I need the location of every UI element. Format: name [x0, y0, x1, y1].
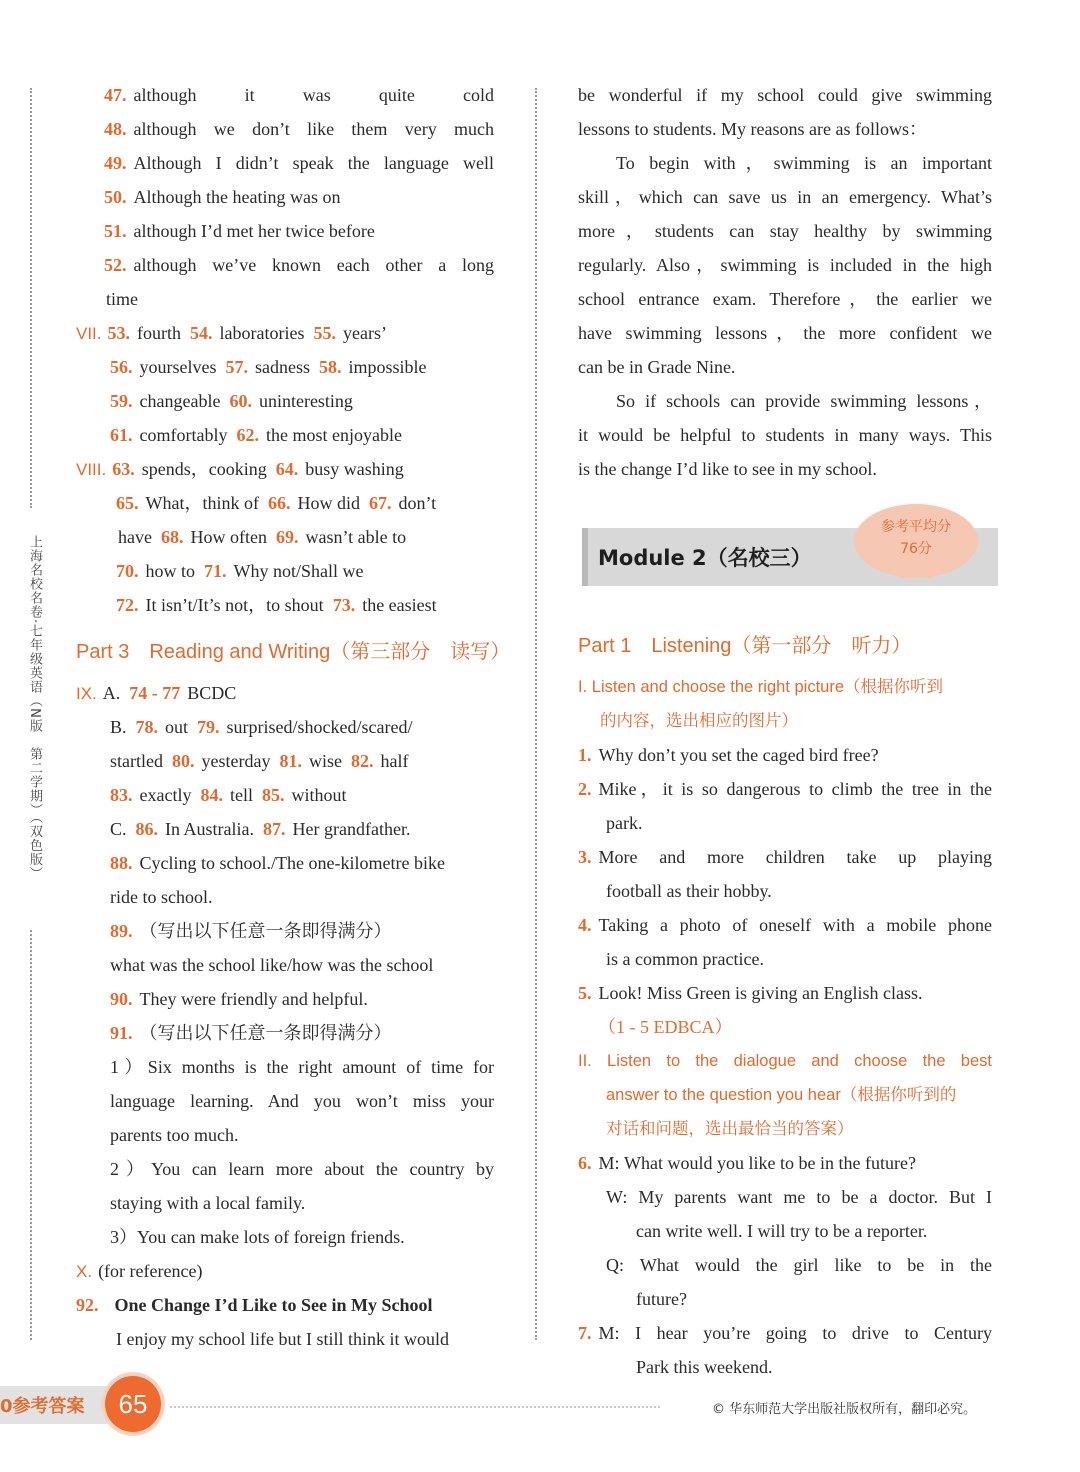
footer-section-label: 0参考答案	[0, 1396, 85, 1417]
answer-line: have 68. How often 69. wasn’t able to	[118, 527, 407, 547]
essay-line: it would be helpful to students in many ways. This	[578, 425, 992, 445]
answer-line: 1）Six months is the right amount of time for	[110, 1057, 494, 1077]
essay-line: regularly. Also，swimming is included in the high	[578, 255, 992, 275]
section-i-heading: I. Listen and choose the right picture（根据你听到	[578, 678, 944, 696]
listening-line: park.	[606, 813, 643, 833]
dialogue-line: Q: What would the girl like to be in the	[606, 1255, 992, 1275]
essay-line: school entrance exam. Therefore，the earlier we	[578, 289, 992, 309]
answer-line: 91. （写出以下任意一条即得满分）	[110, 1023, 392, 1043]
answer-line-ix: IX. A. 74 - 77 BCDC	[76, 683, 237, 703]
answer-line: 47. although it was quite cold	[104, 85, 494, 105]
essay-line: is the change I’d like to see in my school.	[578, 459, 877, 479]
answer-line: 90. They were friendly and helpful.	[110, 989, 368, 1009]
left-column	[76, 78, 511, 1356]
module-banner	[578, 504, 992, 616]
essay-line: lessons to students. My reasons are as follows：	[578, 119, 927, 139]
section-i-heading-cont: 的内容，选出相应的图片）	[600, 712, 798, 730]
essay-line: more，students can stay healthy by swimming	[578, 221, 992, 241]
answer-line: 3）You can make lots of foreign friends.	[110, 1227, 405, 1247]
average-score-value: 76分	[900, 541, 932, 557]
listening-line: 2. Mike，it is so dangerous to climb the tree in the	[578, 779, 992, 799]
answer-line: 50. Although the heating was on	[104, 187, 341, 207]
dialogue-line: 7. M: I hear you’re going to drive to Century	[578, 1323, 993, 1343]
column-divider	[535, 88, 537, 1340]
essay-title-line: 92. One Change I’d Like to See in My School	[76, 1295, 433, 1315]
answer-line: 52. although we’ve known each other a long	[104, 255, 494, 275]
listening-line: 3. More and more children take up playing	[578, 847, 992, 867]
dialogue-line: can write well. I will try to be a reporter.	[636, 1221, 928, 1241]
answer-line: 51. although I’d met her twice before	[104, 221, 375, 241]
essay-line: I enjoy my school life but I still think it would	[116, 1329, 449, 1349]
essay-line: can be in Grade Nine.	[578, 357, 736, 377]
answer-key-1-5: （1 - 5 EDBCA）	[598, 1017, 733, 1037]
answer-line: 61. comfortably 62. the most enjoyable	[110, 425, 402, 445]
dialogue-line: Park this weekend.	[636, 1357, 773, 1377]
part3-heading: Part 3 Reading and Writing（第三部分 读写）	[76, 641, 511, 663]
listening-line: 4. Taking a photo of oneself with a mobile phone	[578, 915, 992, 935]
part1-heading: Part 1 Listening（第一部分 听力）	[578, 635, 912, 657]
right-column	[578, 78, 992, 1384]
essay-line: So if schools can provide swimming lessons，	[616, 391, 992, 411]
essay-line: To begin with，swimming is an important	[616, 153, 992, 173]
average-score-label: 参考平均分	[881, 519, 951, 535]
page-number: 65	[105, 1376, 161, 1432]
answer-line: startled 80. yesterday 81. wise 82. half	[110, 751, 409, 771]
answer-line: C. 86. In Australia. 87. Her grandfather.	[110, 819, 411, 839]
average-score-bubble	[854, 504, 978, 578]
answer-line: parents too much.	[110, 1125, 239, 1145]
answer-line: 70. how to 71. Why not/Shall we	[116, 561, 364, 581]
essay-line: skill，which can save us in an emergency. What’s	[578, 187, 992, 207]
answer-line-viii: VIII. 63. spends，cooking 64. busy washing	[76, 459, 404, 479]
copyright-notice: © 华东师范大学出版社版权所有，翻印必究。	[712, 1402, 977, 1417]
answer-line: 83. exactly 84. tell 85. without	[110, 785, 347, 805]
answer-line: 48. although we don’t like them very much	[104, 119, 494, 139]
dialogue-line: future?	[636, 1289, 687, 1309]
side-book-title: 上海名校名卷·七年级英语（N版 第二学期）（双色版）	[27, 535, 42, 881]
answer-line: 65. What，think of 66. How did 67. don’t	[116, 493, 437, 513]
answer-line: 89. （写出以下任意一条即得满分）	[110, 921, 392, 941]
answer-line: what was the school like/how was the school	[110, 955, 434, 975]
section-ii-heading-cont: 对话和问题，选出最恰当的答案）	[606, 1120, 854, 1138]
section-ii-heading: II. Listen to the dialogue and choose the best	[578, 1052, 992, 1070]
footer-dotted-line	[170, 1406, 660, 1408]
left-margin-dots-top	[30, 88, 32, 508]
answer-line: 59. changeable 60. uninteresting	[110, 391, 353, 411]
answer-line: 49. Although I didn’t speak the language well	[104, 153, 494, 173]
answer-line: 2）You can learn more about the country by	[110, 1159, 494, 1179]
answer-line: 88. Cycling to school./The one-kilometre bike	[110, 853, 445, 873]
listening-line: football as their hobby.	[606, 881, 772, 901]
module-title: Module 2（名校三）	[598, 546, 812, 570]
essay-title: One Change I’d Like to See in My School	[114, 1295, 433, 1315]
essay-line: be wonderful if my school could give swimming	[578, 85, 992, 105]
listening-line: 1. Why don’t you set the caged bird free?	[578, 745, 879, 765]
answer-line: 56. yourselves 57. sadness 58. impossible	[110, 357, 427, 377]
answer-line: language learning. And you won’t miss your	[110, 1091, 494, 1111]
answer-line: 72. It isn’t/It’s not，to shout 73. the easiest	[116, 595, 437, 615]
answer-line: staying with a local family.	[110, 1193, 306, 1213]
dialogue-line: W: My parents want me to be a doctor. But I	[606, 1187, 993, 1207]
essay-line: have swimming lessons，the more confident we	[578, 323, 992, 343]
answer-line-x: X. (for reference)	[76, 1261, 203, 1281]
answer-line-vii: VII. 53. fourth 54. laboratories 55. years’	[76, 323, 387, 343]
answer-line: ride to school.	[110, 887, 213, 907]
answer-line: time	[106, 289, 138, 309]
section-ii-heading-cont: answer to the question you hear（根据你听到的	[606, 1086, 957, 1104]
left-margin-dots-bottom	[30, 930, 32, 1340]
dialogue-line: 6. M: What would you like to be in the future?	[578, 1153, 916, 1173]
listening-line: is a common practice.	[606, 949, 764, 969]
answer-line: B. 78. out 79. surprised/shocked/scared/	[110, 717, 413, 737]
listening-line: 5. Look! Miss Green is giving an English class.	[578, 983, 923, 1003]
